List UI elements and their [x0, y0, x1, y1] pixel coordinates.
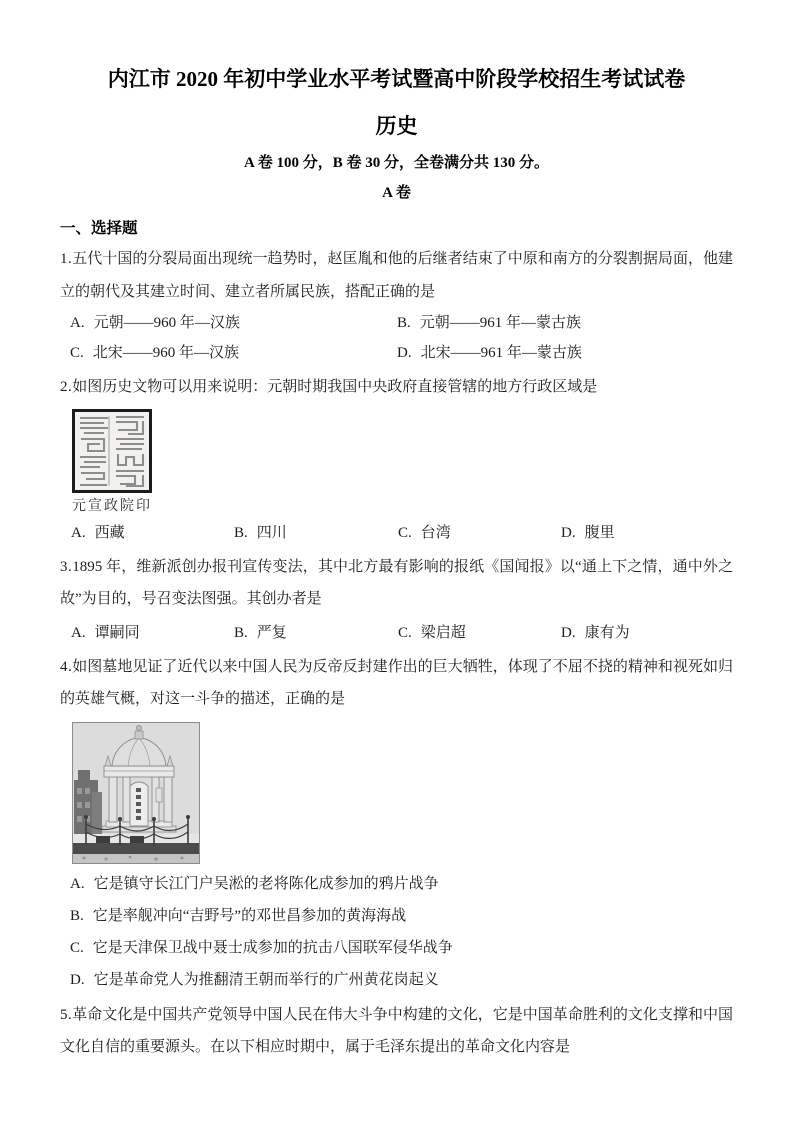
q2-option-a — [71, 518, 234, 548]
question-4-stem — [60, 651, 733, 716]
question-2-stem — [60, 371, 733, 404]
question-1-stem — [60, 243, 733, 308]
q1-option-d-text: 北宋——961 年—蒙古族 — [420, 344, 582, 361]
q1-option-b — [397, 309, 733, 339]
q1-option-b-text: 元朝——961 年—蒙古族 — [419, 315, 582, 331]
question-1-number: 1. — [60, 251, 73, 267]
q1-option-c-label: C. — [70, 344, 84, 361]
question-2-options — [60, 518, 733, 548]
q4-option-c-label: C. — [70, 939, 84, 956]
q4-option-c-text: 它是天津保卫战中聂士成参加的抗击八国联军侵华战争 — [92, 939, 453, 956]
q2-option-c — [398, 518, 561, 548]
question-2-number: 2. — [60, 379, 73, 395]
section-heading-choice: 一、选择题 — [60, 220, 138, 237]
martyrs-monument-image — [72, 722, 200, 864]
q3-option-d — [561, 618, 733, 648]
q2-option-b-label: B. — [234, 524, 248, 541]
q3-option-c-text: 梁启超 — [420, 624, 466, 641]
question-3-options — [60, 618, 733, 648]
q4-option-a-label: A. — [70, 875, 85, 892]
question-5-text: 革命文化是中国共产党领导中国人民在伟大斗争中构建的文化，它是中国革命胜利的文化支撑和中国文化自信的重要源头。在以下相应时期中，属于毛泽东提出的革命文化内容是 — [60, 1006, 733, 1055]
q1-option-a — [70, 309, 397, 339]
q3-option-a-label: A. — [71, 624, 86, 641]
q2-option-d-label: D. — [561, 524, 576, 541]
page-title: 内江市 2020 年初中学业水平考试暨高中阶段学校招生考试试卷 — [107, 67, 686, 91]
q3-option-c-label: C. — [398, 624, 412, 641]
q1-option-c-text: 北宋——960 年—汉族 — [92, 344, 240, 361]
question-1-text: 五代十国的分裂局面出现统一趋势时，赵匡胤和他的后继者结束了中原和南方的分裂割据局面，他建立的朝代及其建立时间、建立者所属民族，搭配正确的是 — [60, 251, 733, 300]
q4-option-b — [70, 900, 733, 932]
q3-option-b — [234, 618, 398, 648]
q4-option-c — [70, 932, 733, 964]
q3-option-d-text: 康有为 — [584, 624, 630, 641]
q2-option-c-text: 台湾 — [420, 524, 451, 541]
q2-option-d-text: 腹里 — [584, 524, 615, 541]
question-4-options — [60, 868, 733, 996]
question-5-stem — [60, 999, 733, 1064]
q2-option-b — [234, 518, 398, 548]
q1-option-d-label: D. — [397, 344, 412, 361]
q3-option-a — [71, 618, 234, 648]
q4-option-b-label: B. — [70, 907, 84, 924]
q4-option-a-text: 它是镇守长江门户吴淞的老将陈化成参加的鸦片战争 — [93, 875, 439, 892]
q3-option-a-text: 谭嗣同 — [94, 624, 140, 641]
q1-option-d — [397, 339, 733, 369]
question-4-number: 4. — [60, 658, 73, 675]
q4-option-a — [70, 868, 733, 900]
q2-option-a-text: 西藏 — [94, 524, 125, 541]
q2-option-a-label: A. — [71, 524, 86, 541]
q4-option-d-text: 它是革命党人为推翻清王朝而举行的广州黄花岗起义 — [93, 971, 439, 988]
q4-option-d — [70, 964, 733, 996]
q1-option-a-label: A. — [70, 315, 85, 331]
question-1-options — [60, 309, 733, 368]
question-2-text: 如图历史文物可以用来说明：元朝时期我国中央政府直接管辖的地方行政区域是 — [72, 379, 598, 395]
score-note: A 卷 100 分，B 卷 30 分，全卷满分共 130 分。 — [243, 155, 549, 171]
question-3-stem — [60, 551, 733, 616]
q4-option-b-text: 它是率舰冲向“吉野号”的邓世昌参加的黄海海战 — [92, 907, 407, 924]
q4-option-d-label: D. — [70, 971, 85, 988]
paper-a-label: A 卷 — [382, 185, 411, 201]
question-5-number: 5. — [60, 1006, 73, 1023]
q3-option-b-text: 严复 — [256, 624, 287, 641]
question-3-number: 3. — [60, 558, 73, 575]
q2-option-c-label: C. — [398, 524, 412, 541]
question-4-text: 如图墓地见证了近代以来中国人民为反帝反封建作出的巨大牺牲，体现了不屈不挠的精神和视死如归的英雄气概，对这一斗争的描述，正确的是 — [60, 658, 733, 707]
question-2-figure — [72, 409, 733, 516]
seal-caption: 元宣政院印 — [72, 498, 152, 514]
q3-option-c — [398, 618, 561, 648]
question-3-text: 1895 年，维新派创办报刊宣传变法，其中北方最有影响的报纸《国闻报》以“通上下之情，通中外之故”为目的，号召变法图强。其创办者是 — [60, 558, 733, 607]
q3-option-b-label: B. — [234, 624, 248, 641]
q1-option-b-label: B. — [397, 315, 411, 331]
q2-option-d — [561, 518, 733, 548]
q3-option-d-label: D. — [561, 624, 576, 641]
q1-option-a-text: 元朝——960 年—汉族 — [93, 315, 240, 331]
yuan-seal-image — [72, 409, 152, 493]
q1-option-c — [70, 339, 397, 369]
q2-option-b-text: 四川 — [256, 524, 287, 541]
subject-title: 历史 — [375, 114, 418, 138]
